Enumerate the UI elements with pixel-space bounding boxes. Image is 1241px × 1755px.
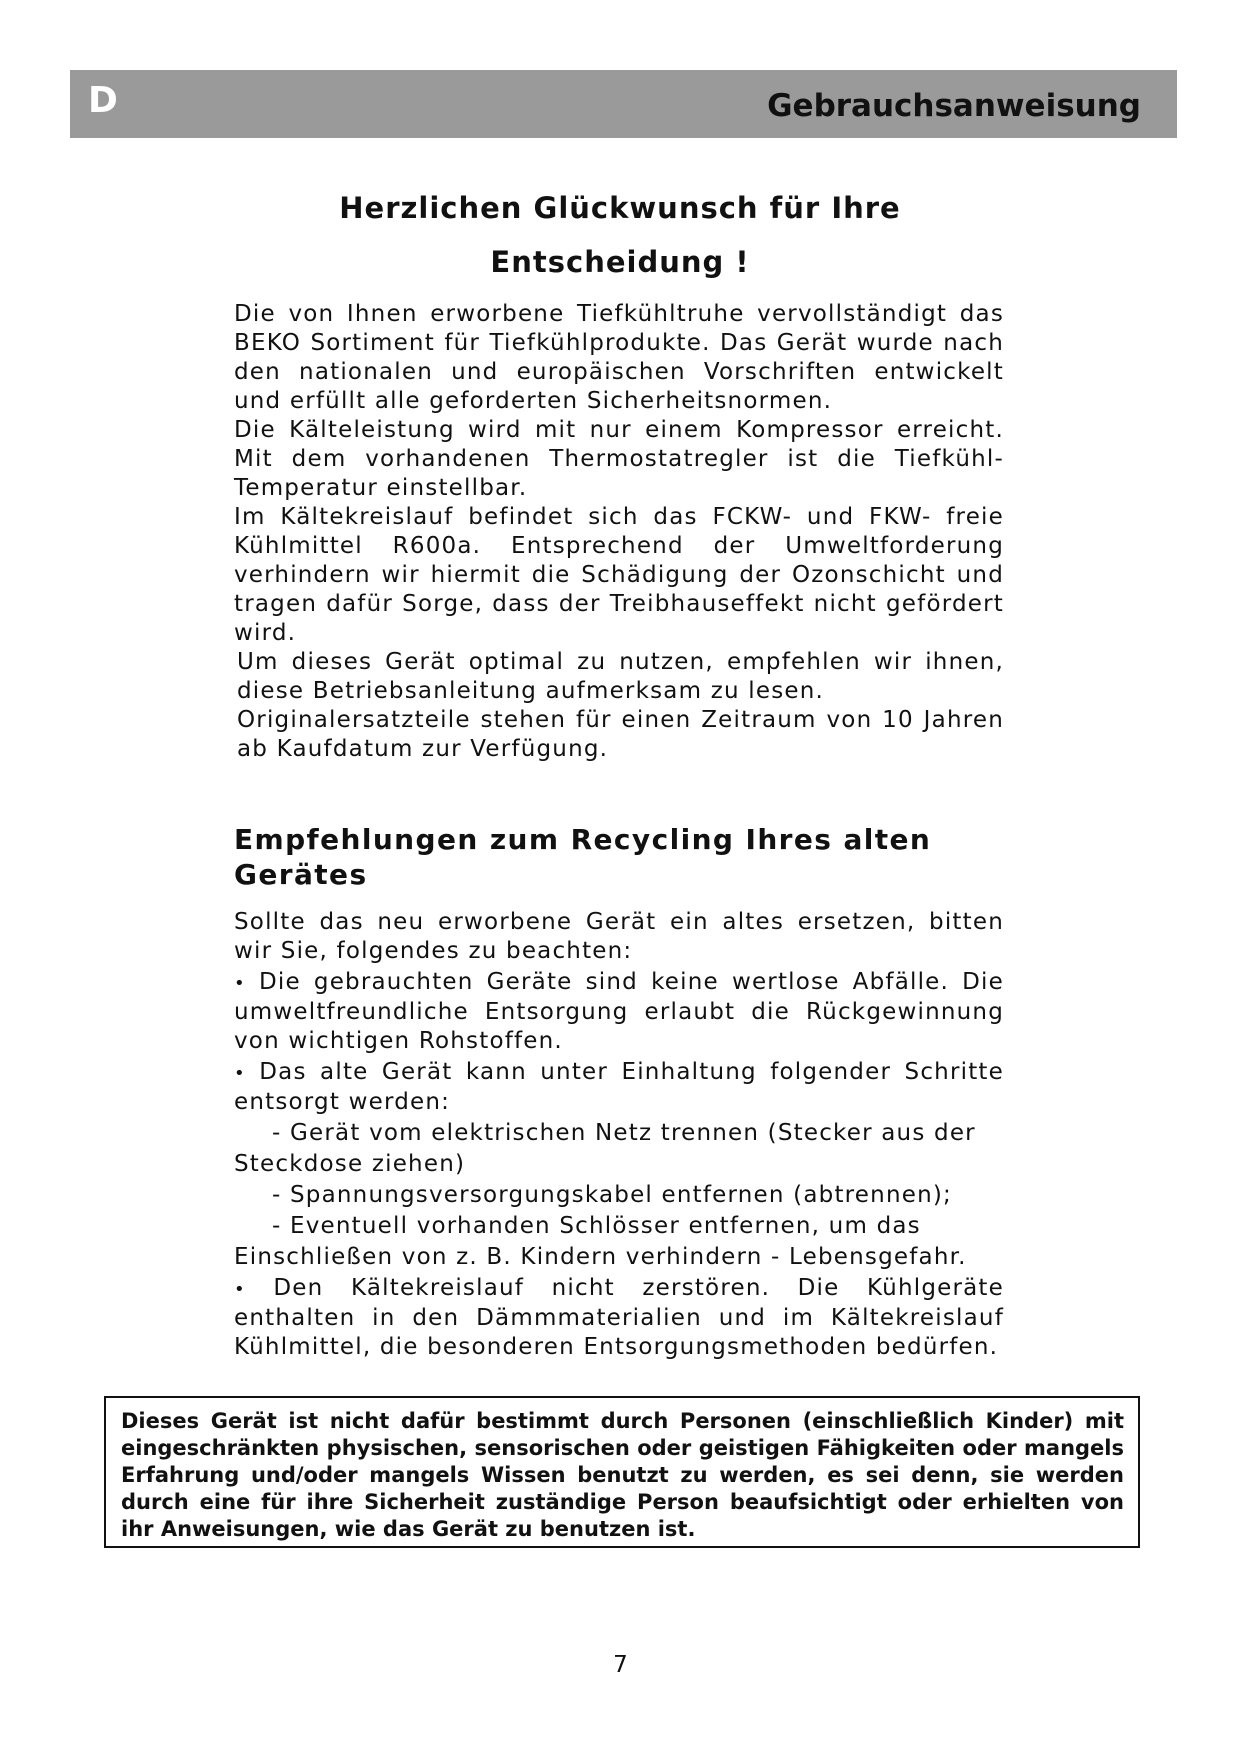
safety-notice-text: Dieses Gerät ist nicht dafür bestimmt durch Personen (einschließlich Kinder) mit eingeschränkten physischen, sensorischen oder geistigen Fähigkeiten oder mangels Erfahrung und/oder mangels Wissen benutzt zu werden, es sei denn, sie werden durch eine für ihre Sicherheit zuständige Person beaufsichtigt oder erhielten von ihr Anweisungen, wie das Gerät zu benutzen ist. [121, 1409, 1124, 1541]
bullet-text: Die gebrauchten Geräte sind keine wertlose Abfälle. Die umweltfreundliche Entsorgung erlaubt die Rückgewinnung von wichtigen Rohstoffen. [234, 969, 1004, 1054]
disposal-step-continued: Einschließen von z. B. Kindern verhindern - Lebensgefahr. [234, 1244, 967, 1270]
disposal-step-continued: Steckdose ziehen) [234, 1151, 466, 1177]
intro-section [234, 300, 1004, 764]
bullet-text: Das alte Gerät kann unter Einhaltung folgender Schritte entsorgt werden: [234, 1059, 1004, 1115]
header-bar [70, 70, 1177, 138]
page-title-line1: Herzlichen Glückwunsch für Ihre [339, 191, 901, 225]
recycling-section [234, 908, 1004, 1362]
recycling-heading-line1: Empfehlungen zum Recycling Ihres alten [234, 823, 932, 856]
disposal-step: - Spannungsversorgungskabel entfernen (abtrennen); [272, 1182, 952, 1208]
safety-notice-box [104, 1396, 1140, 1548]
disposal-step: - Gerät vom elektrischen Netz trennen (Stecker aus der [272, 1120, 976, 1146]
intro-paragraph: Die Kälteleistung wird mit nur einem Kompressor erreicht. Mit dem vorhandenen Thermostatregler ist die Tiefkühl-Temperatur einstellbar. [234, 417, 1004, 501]
recycling-bullet [234, 968, 1004, 1056]
bullet-icon: • [234, 1279, 246, 1300]
intro-paragraph: Originalersatzteile stehen für einen Zeitraum von 10 Jahren ab Kaufdatum zur Verfügung. [237, 707, 1004, 762]
recycling-intro: Sollte das neu erworbene Gerät ein altes ersetzen, bitten wir Sie, folgendes zu beachten: [234, 909, 1004, 964]
intro-paragraph: Um dieses Gerät optimal zu nutzen, empfehlen wir ihnen, diese Betriebsanleitung aufmerksam zu lesen. [237, 649, 1004, 704]
language-code: D [88, 80, 118, 121]
recycling-bullet [234, 1274, 1004, 1362]
bullet-text: Den Kältekreislauf nicht zerstören. Die Kühlgeräte enthalten in den Dämmmaterialien und im Kältekreislauf Kühlmittel, die besonderen Entsorgungsmethoden bedürfen. [234, 1275, 1004, 1360]
intro-paragraph: Im Kältekreislauf befindet sich das FCKW- und FKW- freie Kühlmittel R600a. Entsprechend der Umweltforderung verhindern wir hiermit die Schädigung der Ozonschicht und tragen dafür Sorge, dass der Treibhauseffekt nicht gefördert wird. [234, 504, 1004, 646]
recycling-heading-line2: Gerätes [234, 858, 368, 891]
bullet-icon: • [234, 973, 246, 994]
intro-paragraph: Die von Ihnen erworbene Tiefkühltruhe vervollständigt das BEKO Sortiment für Tiefkühlprodukte. Das Gerät wurde nach den nationalen und europäischen Vorschriften entwickelt und erfüllt alle geforderten Sicherheitsnormen. [234, 301, 1004, 414]
page-number: 7 [613, 1652, 628, 1678]
recycling-bullet [234, 1058, 1004, 1117]
recycling-heading [234, 822, 1004, 892]
page-title-line2: Entscheidung ! [490, 245, 750, 279]
disposal-step: - Eventuell vorhanden Schlösser entfernen, um das [272, 1213, 921, 1239]
document-type-title: Gebrauchsanweisung [767, 88, 1141, 124]
bullet-icon: • [234, 1063, 246, 1084]
